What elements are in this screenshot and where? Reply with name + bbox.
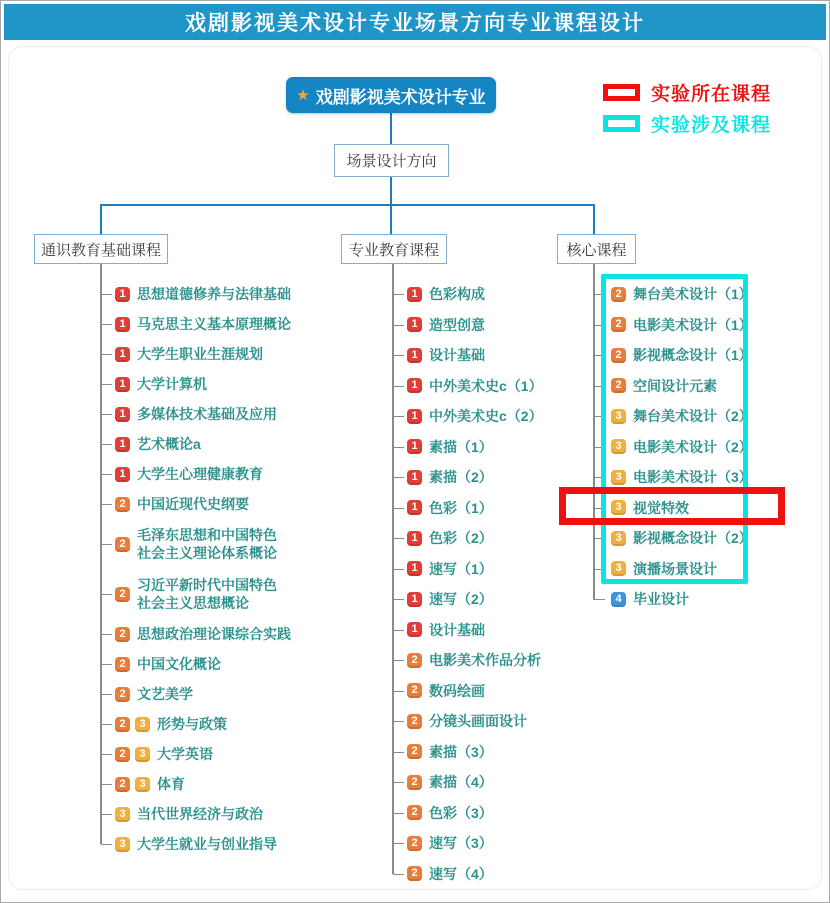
semester-badge-group [115,837,135,852]
course-item[interactable] [101,429,291,459]
semester-badge-group [407,744,427,759]
course-item[interactable] [101,459,291,489]
course-item[interactable] [101,679,291,709]
semester-badge-1: 1 [115,467,130,482]
semester-badge-1: 1 [407,348,422,363]
semester-badge-group [115,467,135,482]
course-label: 多媒体技术基础及应用 [137,406,277,422]
course-label: 形势与政策 [157,716,227,732]
semester-badge-1: 1 [115,407,130,422]
semester-badge-2: 2 [115,657,130,672]
course-item[interactable] [594,584,753,615]
course-item[interactable] [393,493,543,524]
course-label: 大学英语 [157,746,213,762]
semester-badge-3: 3 [611,409,626,424]
course-label: 舞台美术设计（2） [633,408,753,425]
course-item[interactable] [594,493,753,524]
semester-badge-group [407,531,427,546]
course-label: 造型创意 [429,316,485,333]
course-label: 速写（1） [429,560,493,577]
semester-badge-1: 1 [115,377,130,392]
course-item[interactable] [101,619,291,649]
semester-badge-3: 3 [611,470,626,485]
semester-badge-group [115,777,155,792]
course-label: 文艺美学 [137,686,193,702]
semester-badge-1: 1 [115,287,130,302]
course-label: 体育 [157,776,185,792]
semester-badge-1: 1 [407,439,422,454]
course-label: 习近平新时代中国特色社会主义思想概论 [137,576,277,611]
semester-badge-2: 2 [407,744,422,759]
course-label: 数码绘画 [429,682,485,699]
legend-row-experiment-involved [603,111,771,135]
course-item[interactable] [393,554,543,585]
semester-badge-2: 2 [115,717,130,732]
semester-badge-3: 3 [611,531,626,546]
branch-header-professional[interactable] [341,234,447,264]
course-item[interactable] [101,339,291,369]
course-item[interactable] [393,706,543,737]
semester-badge-2: 2 [115,627,130,642]
course-item[interactable] [594,554,753,585]
semester-badge-group [611,500,631,515]
semester-badge-group [407,714,427,729]
course-label: 艺术概论a [137,436,201,452]
semester-badge-group [611,378,631,393]
direction-node[interactable] [334,144,449,177]
course-label: 空间设计元素 [633,377,717,394]
semester-badge-group [115,657,135,672]
semester-badge-1: 1 [407,531,422,546]
course-item[interactable] [594,432,753,463]
semester-badge-group [611,592,631,607]
course-item[interactable] [393,859,543,890]
semester-badge-group [407,439,427,454]
semester-badge-group [115,747,155,762]
branch-header-core[interactable] [557,234,636,264]
semester-badge-1: 1 [407,378,422,393]
semester-badge-3: 3 [135,717,150,732]
course-label: 思想政治理论课综合实践 [137,626,291,642]
course-label: 中外美术史c（1） [429,377,543,394]
semester-badge-group [407,348,427,363]
semester-badge-2: 2 [407,714,422,729]
semester-badge-1: 1 [115,317,130,332]
semester-badge-group [407,775,427,790]
semester-badge-2: 2 [115,587,130,602]
semester-badge-group [407,683,427,698]
course-label: 电影美术设计（3） [633,469,753,486]
course-label: 演播场景设计 [633,560,717,577]
course-label: 色彩（3） [429,804,493,821]
course-label: 设计基础 [429,621,485,638]
course-label: 大学生就业与创业指导 [137,836,277,852]
course-label: 毕业设计 [633,591,689,608]
course-item[interactable] [594,371,753,402]
semester-badge-2: 2 [407,683,422,698]
course-item[interactable] [393,340,543,371]
column-professional-courses [393,279,543,889]
semester-badge-group [407,805,427,820]
branch-header-label: 通识教育基础课程 [40,242,161,259]
branch-header-label: 专业教育课程 [348,242,439,259]
course-item[interactable] [101,799,291,829]
semester-badge-2: 2 [115,777,130,792]
course-item[interactable] [393,279,543,310]
semester-badge-group [407,378,427,393]
semester-badge-2: 2 [407,805,422,820]
course-label: 大学生职业生涯规划 [137,346,263,362]
semester-badge-group [611,409,631,424]
course-item[interactable] [101,739,291,769]
semester-badge-1: 1 [115,347,130,362]
semester-badge-1: 1 [407,622,422,637]
course-label: 素描（1） [429,438,493,455]
course-item[interactable] [594,279,753,310]
course-label: 素描（2） [429,469,493,486]
course-item[interactable] [393,737,543,768]
course-label: 速写（3） [429,835,493,852]
course-item[interactable] [594,401,753,432]
semester-badge-2: 2 [611,287,626,302]
course-item[interactable] [101,519,291,569]
page-title: 戏剧影视美术设计专业场景方向专业课程设计 [4,4,826,40]
semester-badge-4: 4 [611,592,626,607]
course-item[interactable] [393,767,543,798]
course-item[interactable] [101,369,291,399]
course-item[interactable] [393,615,543,646]
semester-badge-2: 2 [407,866,422,881]
course-item[interactable] [393,432,543,463]
course-label: 大学生心理健康教育 [137,466,263,482]
semester-badge-3: 3 [135,777,150,792]
semester-badge-2: 2 [611,348,626,363]
semester-badge-group [115,537,135,552]
semester-badge-group [115,587,135,602]
semester-badge-2: 2 [407,653,422,668]
course-item[interactable] [594,523,753,554]
semester-badge-group [407,317,427,332]
course-label: 电影美术设计（1） [633,316,753,333]
semester-badge-3: 3 [611,500,626,515]
cyan-rect-swatch-icon [603,115,640,132]
course-item[interactable] [594,340,753,371]
semester-badge-group [407,836,427,851]
semester-badge-group [407,561,427,576]
semester-badge-group [611,287,631,302]
red-rect-swatch-icon [603,84,640,101]
semester-badge-1: 1 [407,470,422,485]
course-label: 素描（4） [429,774,493,791]
semester-badge-group [407,409,427,424]
semester-badge-group [115,497,135,512]
column-core-courses [594,279,753,615]
course-item[interactable] [101,399,291,429]
semester-badge-1: 1 [407,561,422,576]
semester-badge-1: 1 [407,287,422,302]
semester-badge-group [115,317,135,332]
course-item[interactable] [101,649,291,679]
semester-badge-1: 1 [407,409,422,424]
semester-badge-group [115,287,135,302]
course-label: 速写（2） [429,591,493,608]
star-icon: ★ [296,87,310,104]
course-label: 当代世界经济与政治 [137,806,263,822]
legend-row-experiment-location [603,80,771,104]
semester-badge-group [115,407,135,422]
semester-badge-group [115,807,135,822]
semester-badge-1: 1 [115,437,130,452]
course-label: 影视概念设计（2） [633,530,753,547]
semester-badge-group [407,622,427,637]
course-item[interactable] [393,401,543,432]
semester-badge-2: 2 [611,378,626,393]
direction-label: 场景设计方向 [346,154,437,170]
connector-drop-right [593,204,595,234]
course-label: 电影美术作品分析 [429,652,541,669]
semester-badge-group [115,377,135,392]
semester-badge-group [407,287,427,302]
course-item[interactable] [101,279,291,309]
course-item[interactable] [393,462,543,493]
semester-badge-group [115,347,135,362]
semester-badge-2: 2 [407,836,422,851]
course-label: 视觉特效 [633,499,689,516]
course-label: 素描（3） [429,743,493,760]
semester-badge-group [611,531,631,546]
connector-drop-left [100,204,102,234]
root-node-label: 戏剧影视美术设计专业 [315,87,486,107]
course-item[interactable] [393,645,543,676]
course-item[interactable] [101,769,291,799]
semester-badge-group [115,717,155,732]
legend-label: 实验所在课程 [651,83,772,105]
semester-badge-2: 2 [115,497,130,512]
course-item[interactable] [393,310,543,341]
course-label: 舞台美术设计（1） [633,286,753,303]
semester-badge-group [407,470,427,485]
semester-badge-2: 2 [115,537,130,552]
course-label: 大学计算机 [137,376,207,392]
semester-badge-2: 2 [407,775,422,790]
semester-badge-group [611,317,631,332]
course-label: 速写（4） [429,865,493,882]
course-item[interactable] [393,828,543,859]
semester-badge-3: 3 [135,747,150,762]
semester-badge-group [611,439,631,454]
connector-horizontal [101,204,595,206]
course-item[interactable] [393,523,543,554]
course-label: 中国文化概论 [137,656,221,672]
course-label: 中国近现代史纲要 [137,496,249,512]
course-label: 电影美术设计（2） [633,438,753,455]
semester-badge-group [407,653,427,668]
course-item[interactable] [393,584,543,615]
semester-badge-1: 1 [407,317,422,332]
semester-badge-3: 3 [115,837,130,852]
course-label: 设计基础 [429,347,485,364]
semester-badge-group [115,437,135,452]
semester-badge-1: 1 [407,500,422,515]
course-item[interactable] [101,309,291,339]
course-item[interactable] [594,462,753,493]
branch-header-label: 核心课程 [566,242,627,259]
course-label: 色彩（1） [429,499,493,516]
legend-label: 实验涉及课程 [651,114,772,136]
course-item[interactable] [101,569,291,619]
course-label: 影视概念设计（1） [633,347,753,364]
course-item[interactable] [594,310,753,341]
semester-badge-group [611,348,631,363]
course-label: 马克思主义基本原理概论 [137,316,291,332]
course-item[interactable] [101,709,291,739]
semester-badge-group [611,561,631,576]
course-label: 色彩构成 [429,286,485,303]
legend [603,80,771,142]
course-label: 色彩（2） [429,530,493,547]
course-item[interactable] [101,829,291,859]
semester-badge-3: 3 [611,561,626,576]
semester-badge-3: 3 [611,439,626,454]
course-item[interactable] [393,798,543,829]
semester-badge-2: 2 [115,747,130,762]
connector-root-to-direction [390,113,392,144]
course-label: 分镜头画面设计 [429,713,527,730]
column-general-courses [101,279,291,859]
semester-badge-1: 1 [407,592,422,607]
semester-badge-group [407,866,427,881]
course-item[interactable] [393,676,543,707]
course-item[interactable] [101,489,291,519]
root-node[interactable] [286,77,496,113]
semester-badge-3: 3 [115,807,130,822]
semester-badge-group [115,687,135,702]
semester-badge-group [115,627,135,642]
course-label: 思想道德修养与法律基础 [137,286,291,302]
semester-badge-group [611,470,631,485]
course-label: 中外美术史c（2） [429,408,543,425]
course-label: 毛泽东思想和中国特色社会主义理论体系概论 [137,526,277,561]
semester-badge-group [407,592,427,607]
branch-header-general[interactable] [34,234,168,264]
semester-badge-2: 2 [611,317,626,332]
semester-badge-2: 2 [115,687,130,702]
course-item[interactable] [393,371,543,402]
semester-badge-group [407,500,427,515]
